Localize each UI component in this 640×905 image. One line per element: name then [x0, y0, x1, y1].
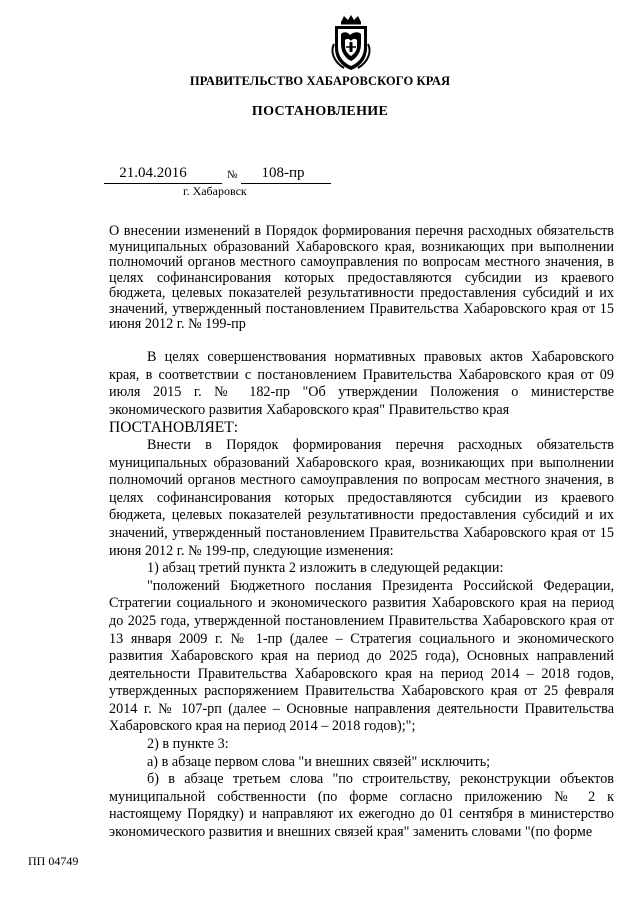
paragraph: 2) в пункте 3: [147, 736, 229, 753]
paragraph: "положений Бюджетного послания Президента Российской Федерации, Стратегии социального и экономического развития Хабаровского края на период до 2025 года, утвержденной постановлением Правительства Хабаровского края от 13 января 2009 г. № 1-пр (далее – Стратегия социального и экономического развития Хабаровского края на период до 2025 года), Основных направлений деятельности Правительства Хабаровского края на период 2014 – 2018 годов, утвержденных распоряжением Правительства Хабаровского края от 25 февраля 2014 г. № 107-рп (далее – Основные направления деятельности Правительства Хабаровского края на период 2014 – 2018 годов);"; [109, 577, 614, 735]
document-date: 21.04.2016 [119, 165, 187, 181]
coat-of-arms-icon [326, 14, 376, 72]
paragraph: а) в абзаце первом слова "и внешних связей" исключить; [147, 753, 491, 770]
document-type-heading: ПОСТАНОВЛЕНИЕ [251, 104, 389, 119]
number-underline [241, 183, 331, 184]
paragraph: б) в абзаце третьем слова "по строительству, реконструкции объектов муниципальной собственности (по форме согласно приложению № 2 к настоящему Порядку) и направляют их ежегодно до 01 сентября в министерство экономического развития и внешних связей края" заменить словами "(по форме [109, 771, 614, 841]
footer-document-code: ПП 04749 [28, 854, 79, 868]
government-title: ПРАВИТЕЛЬСТВО ХАБАРОВСКОГО КРАЯ [189, 74, 451, 88]
document-number: 108-пр [261, 165, 305, 181]
paragraph: 1) абзац третий пункта 2 изложить в следующей редакции: [147, 560, 504, 577]
paragraph: В целях совершенствования нормативных правовых актов Хабаровского края, в соответствии с постановлением Правительства Хабаровского края от 09 июля 2015 г. № 182-пр "Об утверждении Положения о министерстве экономического развития Хабаровского края" Правительство края [109, 349, 614, 418]
resolves-keyword: ПОСТАНОВЛЯЕТ: [109, 419, 239, 437]
date-number-line [104, 165, 344, 185]
number-sign: № [227, 169, 238, 181]
city-name: г. Хабаровск [183, 184, 247, 198]
document-subject: О внесении изменений в Порядок формирования перечня расходных обязательств муниципальных образований Хабаровского края, возникающих при выполнении полномочий органов местного самоуправления по вопросам местного значения, в целях софинансирования которых предоставляются субсидии из краевого бюджета, целевых показателей результативности предоставления субсидий и их значений, утвержденный постановлением Правительства Хабаровского края от 15 июня 2012 г. № 199-пр [109, 223, 614, 332]
paragraph: Внести в Порядок формирования перечня расходных обязательств муниципальных образований Хабаровского края, возникающих при выполнении полномочий органов местного самоуправления по вопросам местного значения, в целях софинансирования которых предоставляются субсидии из краевого бюджета, целевых показателей результативности предоставления субсидий и их значений, утвержденный постановлением Правительства Хабаровского края от 15 июня 2012 г. № 199-пр, следующие изменения: [109, 436, 614, 559]
document-body [109, 349, 614, 842]
